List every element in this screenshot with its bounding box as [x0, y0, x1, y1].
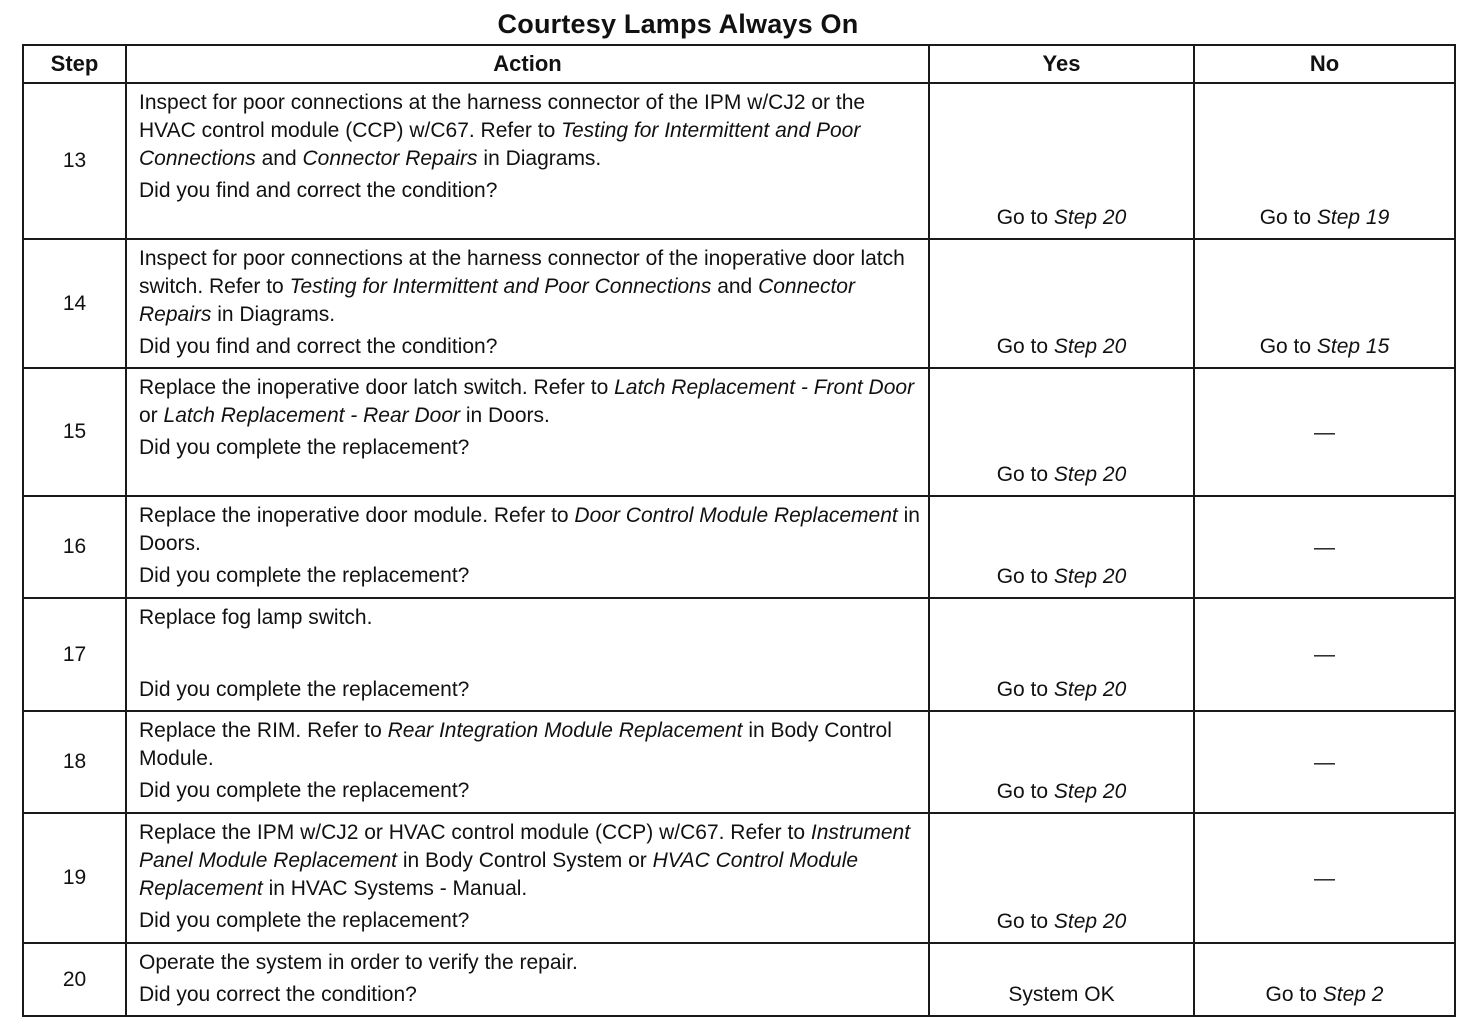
step-number: 14 — [23, 239, 126, 368]
reference-text: Step 20 — [1053, 335, 1127, 358]
reference-text: Connector Repairs — [139, 275, 855, 326]
plain-text: — — [1314, 866, 1335, 890]
plain-text: Go to — [996, 565, 1054, 588]
yes-result — [929, 813, 1194, 943]
header-yes: Yes — [929, 45, 1194, 83]
action-instruction — [139, 502, 920, 558]
table-row — [23, 943, 1455, 1016]
step-number: 20 — [23, 943, 126, 1016]
no-result — [1194, 813, 1455, 943]
header-step: Step — [23, 45, 126, 83]
spacer — [139, 632, 920, 672]
page-title: Courtesy Lamps Always On — [497, 9, 859, 39]
plain-text: Replace the RIM. Refer to — [139, 719, 388, 742]
plain-text: Go to — [1259, 206, 1317, 229]
plain-text: and — [255, 147, 303, 170]
header-no: No — [1194, 45, 1455, 83]
reference-text: Testing for Intermittent and Poor Connections — [139, 119, 861, 170]
no-result — [1194, 239, 1455, 368]
table-row — [23, 496, 1455, 598]
plain-text: in Diagrams. — [211, 303, 336, 326]
plain-text: in HVAC Systems - Manual. — [262, 877, 528, 900]
action-cell — [126, 83, 929, 239]
plain-text: Go to — [1265, 983, 1323, 1006]
diagnostic-table — [22, 44, 1456, 1017]
action-question: Did you find and correct the condition? — [139, 335, 498, 358]
no-result — [1194, 711, 1455, 813]
plain-text: in Body Control System or — [397, 849, 653, 872]
plain-text: Operate the system in order to verify the repair. — [139, 951, 578, 974]
reference-text: Step 20 — [1053, 565, 1127, 588]
action-instruction — [139, 89, 920, 173]
plain-text: — — [1314, 420, 1335, 444]
action-cell — [126, 598, 929, 711]
yes-result — [929, 711, 1194, 813]
action-question: Did you complete the replacement? — [139, 909, 470, 932]
reference-text: Door Control Module Replacement — [574, 504, 898, 527]
plain-text: System OK — [1008, 983, 1115, 1006]
action-question: Did you correct the condition? — [139, 983, 417, 1006]
reference-text: Step 20 — [1053, 780, 1127, 803]
step-number: 17 — [23, 598, 126, 711]
reference-text: Step 15 — [1316, 335, 1390, 358]
plain-text: Inspect for poor connections at the harness connector of the inoperative door latch switch. Refer to — [139, 247, 905, 298]
action-instruction — [139, 717, 920, 773]
action-cell — [126, 813, 929, 943]
header-action: Action — [126, 45, 929, 83]
table-row — [23, 813, 1455, 943]
reference-text: Step 20 — [1053, 463, 1127, 486]
plain-text: Replace the inoperative door latch switch. Refer to — [139, 376, 615, 399]
table-row — [23, 598, 1455, 711]
plain-text: in Body Control Module. — [139, 719, 892, 770]
no-result — [1194, 943, 1455, 1016]
plain-text: in Diagrams. — [477, 147, 602, 170]
action-question: Did you complete the replacement? — [139, 436, 470, 459]
action-instruction — [139, 604, 920, 632]
reference-text: Testing for Intermittent and Poor Connections — [289, 275, 712, 298]
action-cell — [126, 239, 929, 368]
step-number: 19 — [23, 813, 126, 943]
plain-text: Go to — [1259, 335, 1317, 358]
yes-result — [929, 368, 1194, 496]
action-cell — [126, 496, 929, 598]
reference-text: Step 20 — [1053, 910, 1127, 933]
yes-result — [929, 239, 1194, 368]
action-instruction — [139, 245, 920, 329]
yes-result — [929, 83, 1194, 239]
action-instruction — [139, 949, 920, 977]
reference-text: Latch Replacement - Front Door — [614, 376, 915, 399]
yes-result — [929, 496, 1194, 598]
no-result — [1194, 598, 1455, 711]
table-row — [23, 711, 1455, 813]
action-cell — [126, 943, 929, 1016]
plain-text: — — [1314, 750, 1335, 774]
reference-text: Rear Integration Module Replacement — [387, 719, 743, 742]
step-number: 15 — [23, 368, 126, 496]
plain-text: Go to — [996, 910, 1054, 933]
step-number: 16 — [23, 496, 126, 598]
no-result — [1194, 368, 1455, 496]
no-result — [1194, 496, 1455, 598]
reference-text: Instrument Panel Module Replacement — [139, 821, 911, 872]
action-question: Did you complete the replacement? — [139, 678, 470, 701]
plain-text: in Doors. — [460, 404, 550, 427]
reference-text: Latch Replacement - Rear Door — [163, 404, 460, 427]
plain-text: — — [1314, 535, 1335, 559]
plain-text: Go to — [996, 678, 1054, 701]
action-question: Did you complete the replacement? — [139, 779, 470, 802]
plain-text: and — [711, 275, 759, 298]
action-question: Did you find and correct the condition? — [139, 179, 498, 202]
step-number: 13 — [23, 83, 126, 239]
yes-result — [929, 943, 1194, 1016]
action-instruction — [139, 819, 920, 903]
step-number: 18 — [23, 711, 126, 813]
plain-text: Go to — [996, 335, 1054, 358]
reference-text: Step 2 — [1322, 983, 1384, 1006]
no-result — [1194, 83, 1455, 239]
table-row — [23, 368, 1455, 496]
plain-text: Replace the IPM w/CJ2 or HVAC control module (CCP) w/C67. Refer to — [139, 821, 811, 844]
plain-text: Replace fog lamp switch. — [139, 606, 373, 629]
yes-result — [929, 598, 1194, 711]
plain-text: or — [139, 404, 164, 427]
reference-text: Step 20 — [1053, 678, 1127, 701]
action-cell — [126, 711, 929, 813]
plain-text: Go to — [996, 780, 1054, 803]
table-row — [23, 239, 1455, 368]
plain-text: Go to — [996, 206, 1054, 229]
plain-text: Inspect for poor connections at the harness connector of the IPM w/CJ2 or the HVAC control module (CCP) w/C67. Refer to — [139, 91, 866, 142]
action-cell — [126, 368, 929, 496]
table-body — [23, 83, 1455, 1016]
reference-text: HVAC Control Module Replacement — [139, 849, 859, 900]
action-question: Did you complete the replacement? — [139, 564, 470, 587]
plain-text: — — [1314, 643, 1335, 666]
table-header-row — [23, 45, 1455, 83]
reference-text: Step 20 — [1053, 206, 1127, 229]
reference-text: Connector Repairs — [302, 147, 478, 170]
table-row — [23, 83, 1455, 239]
action-instruction — [139, 374, 920, 430]
reference-text: Step 19 — [1316, 206, 1390, 229]
plain-text: Replace the inoperative door module. Refer to — [139, 504, 575, 527]
plain-text: in Doors. — [139, 504, 920, 555]
plain-text: Go to — [996, 463, 1054, 486]
